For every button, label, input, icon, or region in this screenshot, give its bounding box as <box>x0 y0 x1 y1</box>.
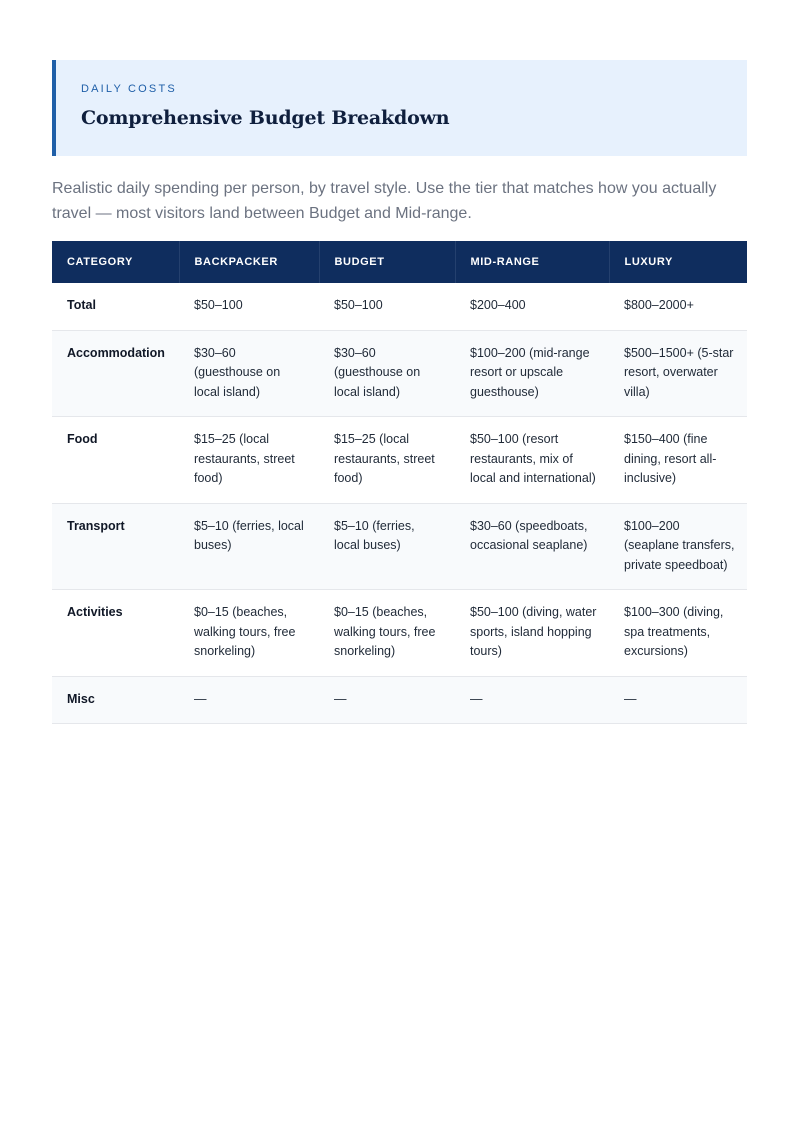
budget-cell: $5–10 (ferries, local buses) <box>319 503 455 590</box>
mid-range-cell: $100–200 (mid-range resort or upscale guesthouse) <box>455 330 609 417</box>
mid-range-cell: $200–400 <box>455 283 609 330</box>
section-header <box>52 60 747 156</box>
backpacker-cell: — <box>179 676 319 724</box>
row-category-cell: Misc <box>52 676 179 724</box>
table-row <box>52 417 747 504</box>
backpacker-cell: $30–60 (guesthouse on local island) <box>179 330 319 417</box>
mid-range-cell: $30–60 (speedboats, occasional seaplane) <box>455 503 609 590</box>
row-category-cell: Food <box>52 417 179 504</box>
luxury-cell: — <box>609 676 747 724</box>
luxury-cell: $500–1500+ (5-star resort, overwater villa) <box>609 330 747 417</box>
table-row <box>52 590 747 677</box>
mid-range-cell: $50–100 (diving, water sports, island hopping tours) <box>455 590 609 677</box>
column-header-budget: BUDGET <box>319 241 455 283</box>
row-category-cell: Total <box>52 283 179 330</box>
budget-cell: $30–60 (guesthouse on local island) <box>319 330 455 417</box>
budget-table <box>52 241 747 724</box>
column-header-luxury: LUXURY <box>609 241 747 283</box>
mid-range-cell: $50–100 (resort restaurants, mix of local and international) <box>455 417 609 504</box>
section-eyebrow: DAILY COSTS <box>81 83 177 95</box>
row-category-cell: Activities <box>52 590 179 677</box>
column-header-backpacker: BACKPACKER <box>179 241 319 283</box>
budget-cell: $0–15 (beaches, walking tours, free snorkeling) <box>319 590 455 677</box>
backpacker-cell: $15–25 (local restaurants, street food) <box>179 417 319 504</box>
luxury-cell: $100–200 (seaplane transfers, private speedboat) <box>609 503 747 590</box>
table-row <box>52 503 747 590</box>
table-row <box>52 676 747 724</box>
table-body <box>52 283 747 724</box>
table-row <box>52 330 747 417</box>
budget-cell: $15–25 (local restaurants, street food) <box>319 417 455 504</box>
table-header-row <box>52 241 747 283</box>
row-category-cell: Accommodation <box>52 330 179 417</box>
luxury-cell: $100–300 (diving, spa treatments, excursions) <box>609 590 747 677</box>
table-row <box>52 283 747 330</box>
budget-cell: $50–100 <box>319 283 455 330</box>
page-title: Comprehensive Budget Breakdown <box>81 107 450 129</box>
backpacker-cell: $5–10 (ferries, local buses) <box>179 503 319 590</box>
mid-range-cell: — <box>455 676 609 724</box>
row-category-cell: Transport <box>52 503 179 590</box>
backpacker-cell: $50–100 <box>179 283 319 330</box>
budget-cell: — <box>319 676 455 724</box>
column-header-mid-range: MID-RANGE <box>455 241 609 283</box>
luxury-cell: $150–400 (fine dining, resort all-inclusive) <box>609 417 747 504</box>
luxury-cell: $800–2000+ <box>609 283 747 330</box>
table-header <box>52 241 747 283</box>
column-header-category: CATEGORY <box>52 241 179 283</box>
backpacker-cell: $0–15 (beaches, walking tours, free snorkeling) <box>179 590 319 677</box>
intro-paragraph: Realistic daily spending per person, by travel style. Use the tier that matches how you actually travel — most visitors land between Budget and Mid-range. <box>52 180 717 222</box>
